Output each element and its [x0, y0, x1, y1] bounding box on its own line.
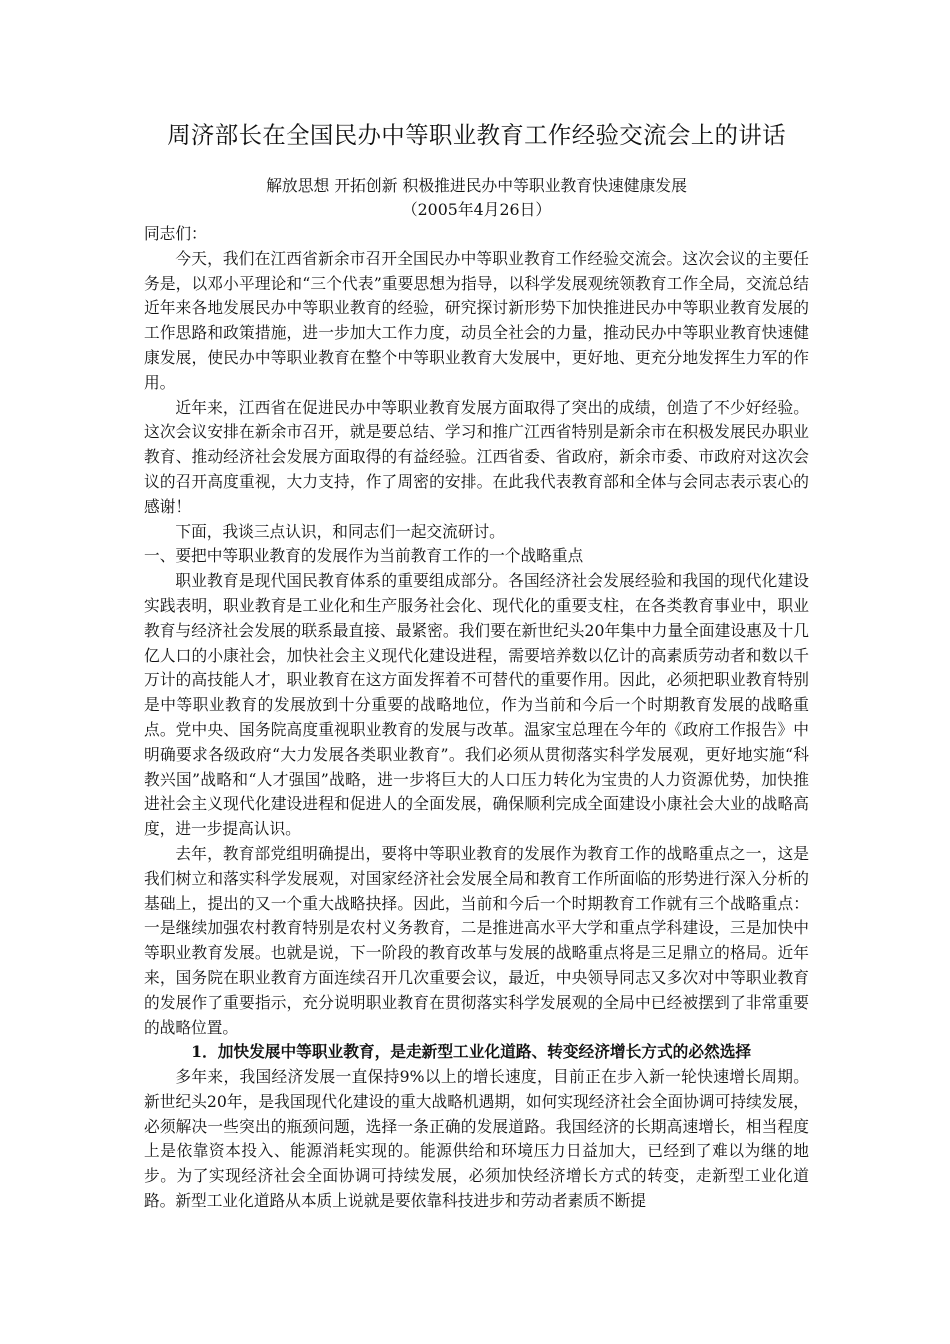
intro-paragraph-1: 今天，我们在江西省新余市召开全国民办中等职业教育工作经验交流会。这次会议的主要任务是，以邓小平理论和“三个代表”重要思想为指导，以科学发展观统领教育工作全局，交流总结近年来各地发展民办中等职业教育的经验，研究探讨新形势下加快推进民办中等职业教育发展的工作思路和政策措施，进一步加大工作力度，动员全社会的力量，推动民办中等职业教育快速健康发展，使民办中等职业教育在整个中等职业教育大发展中，更好地、更充分地发挥生力军的作用。 — [144, 248, 809, 392]
salutation: 同志们： — [144, 224, 207, 243]
intro-paragraph-2: 近年来，江西省在促进民办中等职业教育发展方面取得了突出的成绩，创造了不少好经验。这次会议安排在新余市召开，就是要总结、学习和推广江西省特别是新余市在积极发展民办职业教育、推动经济社会发展方面取得的有益经验。江西省委、省政府，新余市委、市政府对这次会议的召开高度重视，大力支持，作了周密的安排。在此我代表教育部和全体与会同志表示衷心的感谢！ — [144, 397, 809, 516]
section-1-paragraph-2: 去年，教育部党组明确提出，要将中等职业教育的发展作为教育工作的战略重点之一，这是我们树立和落实科学发展观，对国家经济社会发展全局和教育工作所面临的形势进行深入分析的基础上，提出的又一个重大战略抉择。因此，当前和今后一个时期教育工作就有三个战略重点：一是继续加强农村教育特别是农村义务教育，二是推进高水平大学和重点学科建设，三是加快中等职业教育发展。也就是说，下一阶段的教育改革与发展的战略重点将是三足鼎立的格局。近年来，国务院在职业教育方面连续召开几次重要会议，最近，中央领导同志又多次对中等职业教育的发展作了重要指示，充分说明职业教育在贯彻落实科学发展观的全局中已经被摆到了非常重要的战略位置。 — [144, 843, 809, 1037]
document-title: 周济部长在全国民办中等职业教育工作经验交流会上的讲话 — [167, 121, 786, 149]
document-date: （2005年4月26日） — [401, 200, 552, 219]
section-1-paragraph-1: 职业教育是现代国民教育体系的重要组成部分。各国经济社会发展经验和我国的现代化建设实践表明，职业教育是工业化和生产服务社会化、现代化的重要支柱，在各类教育事业中，职业教育与经济社会发展的联系最直接、最紧密。我们要在新世纪头20年集中力量全面建设惠及十几亿人口的小康社会，加快社会主义现代化建设进程，需要培养数以亿计的高素质劳动者和数以千万计的高技能人才，职业教育在这方面发挥着不可替代的重要作用。因此，必须把职业教育特别是中等职业教育的发展放到十分重要的战略地位，作为当前和今后一个时期教育发展的战略重点。党中央、国务院高度重视职业教育的发展与改革。温家宝总理在今年的《政府工作报告》中明确要求各级政府“大力发展各类职业教育”。我们必须从贯彻落实科学发展观，更好地实施“科教兴国”战略和“人才强国”战略，进一步将巨大的人口压力转化为宝贵的人力资源优势，加快推进社会主义现代化建设进程和促进人的全面发展，确保顺利完成全面建设小康社会大业的战略高度，进一步提高认识。 — [144, 571, 809, 839]
document-subtitle: 解放思想 开拓创新 积极推进民办中等职业教育快速健康发展 — [266, 176, 687, 195]
subsection-1-paragraph: 多年来，我国经济发展一直保持9%以上的增长速度，目前正在步入新一轮快速增长周期。新世纪头20年，是我国现代化建设的重大战略机遇期，如何实现经济社会全面协调可持续发展，必须解决一些突出的瓶颈问题，选择一条正确的发展道路。我国经济的长期高速增长，相当程度上是依靠资本投入、能源消耗实现的。能源供给和环境压力日益加大，已经到了难以为继的地步。为了实现经济社会全面协调可持续发展，必须加快经济增长方式的转变，走新型工业化道路。新型工业化道路从本质上说就是要依靠科技进步和劳动者素质不断提 — [144, 1067, 809, 1211]
document-page — [144, 118, 809, 1214]
subsection-1-heading: 1．加快发展中等职业教育，是走新型工业化道路、转变经济增长方式的必然选择 — [191, 1042, 752, 1062]
intro-paragraph-3: 下面，我谈三点认识，和同志们一起交流研讨。 — [175, 521, 505, 541]
section-1-heading: 一、要把中等职业教育的发展作为当前教育工作的一个战略重点 — [144, 546, 584, 566]
